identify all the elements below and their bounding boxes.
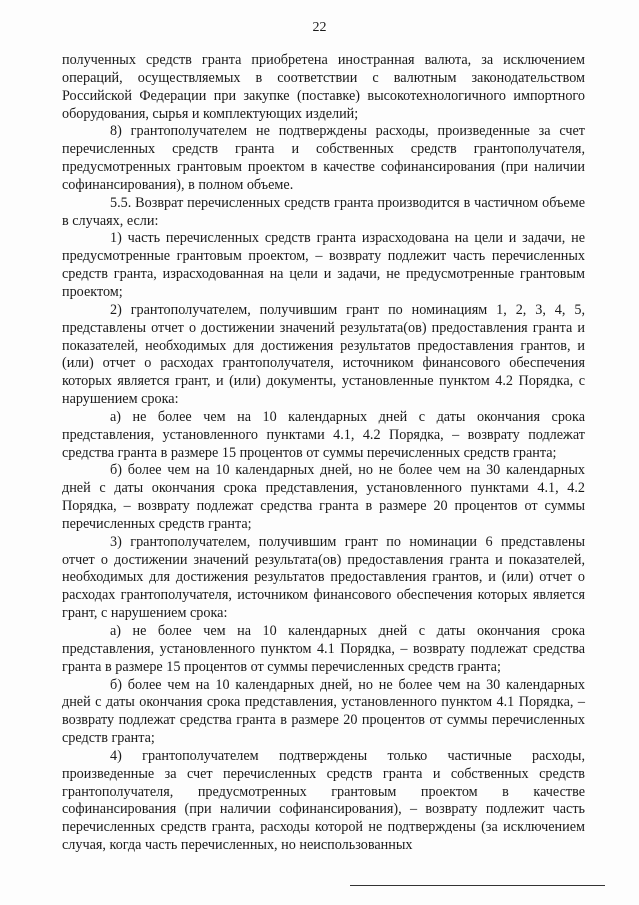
paragraph-item-2-b: б) более чем на 10 календарных дней, но не более чем на 30 календарных дней с даты окончания срока представления, установленного пунктами 4.1, 4.2 Порядка, – возврату подлежат средства гранта в размере 20 процентов от суммы перечисленных средств гранта;	[62, 462, 585, 532]
document-body	[62, 52, 585, 855]
paragraph-item-2: 2) грантополучателем, получившим грант по номинациям 1, 2, 3, 4, 5, представлены отчет о достижении значений результата(ов) предоставления гранта и показателей, необходимых для достижения результатов предоставления грантов, и (или) отчет о расходах грантополучателя, источником финансового обеспечения которых является грант, и (или) документы, установленные пунктом 4.2 Порядка, с нарушением срока:	[62, 301, 585, 408]
paragraph-clause-5-5: 5.5. Возврат перечисленных средств гранта производится в частичном объеме в случаях, если:	[62, 194, 585, 229]
paragraph-item-3: 3) грантополучателем, получившим грант по номинации 6 представлены отчет о достижении значений результата(ов) предоставления гранта и показателей, необходимых для достижения результатов предоставления грантов, и (или) отчет о расходах грантополучателя, источником финансового обеспечения которых является грант, с нарушением срока:	[62, 533, 585, 622]
paragraph-item-3-a: а) не более чем на 10 календарных дней с даты окончания срока представления, установленного пунктом 4.1 Порядка, – возврату подлежат средства гранта в размере 15 процентов от суммы перечисленных средств гранта;	[62, 623, 585, 675]
paragraph-item-8: 8) грантополучателем не подтверждены расходы, произведенные за счет перечисленных средств гранта и собственных средств грантополучателя, предусмотренных грантовым проектом в качестве софинансирования (при наличии софинансирования), в полном объеме.	[62, 123, 585, 193]
paragraph-item-1: 1) часть перечисленных средств гранта израсходована на цели и задачи, не предусмотренные грантовым проектом, – возврату подлежит часть перечисленных средств гранта, израсходованная на цели и задачи, не предусмотренные грантовым проектом;	[62, 230, 585, 300]
paragraph-item-4: 4) грантополучателем подтверждены только частичные расходы, произведенные за счет перечисленных средств гранта и собственных средств грантополучателя, предусмотренных грантовым проектом в качестве софинансирования (при наличии софинансирования), – возврату подлежит часть перечисленных средств гранта, расходы которой не подтверждены (за исключением случая, когда часть перечисленных, но неиспользованных	[62, 747, 585, 854]
paragraph-item-2-a: а) не более чем на 10 календарных дней с даты окончания срока представления, установленного пунктами 4.1, 4.2 Порядка, – возврату подлежат средства гранта в размере 15 процентов от суммы перечисленных средств гранта;	[62, 408, 585, 461]
footer-divider	[350, 885, 605, 886]
page-number: 22	[312, 20, 327, 35]
paragraph-currency-exception: полученных средств гранта приобретена иностранная валюта, за исключением операций, осуществляемых в соответствии с валютным законодательством Российской Федерации при закупке (поставке) высокотехнологичного импортного оборудования, сырья и комплектующих изделий;	[62, 52, 585, 122]
paragraph-item-3-b: б) более чем на 10 календарных дней, но не более чем на 30 календарных дней с даты окончания срока представления, установленного пунктом 4.1 Порядка, – возврату подлежат средства гранта в размере 20 процентов от суммы перечисленных средств гранта;	[62, 676, 585, 747]
